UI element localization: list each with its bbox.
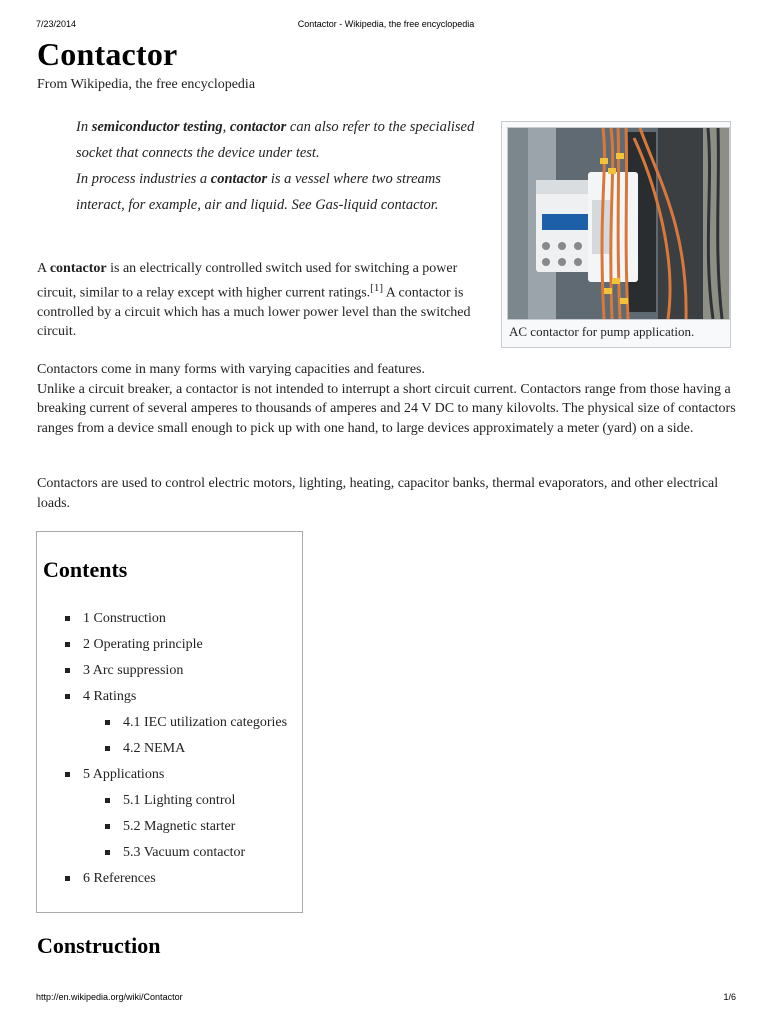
print-footer <box>36 992 736 1004</box>
bullet-icon <box>65 668 70 673</box>
reference-link[interactable]: [1] <box>370 281 383 294</box>
contactor-photo[interactable] <box>507 127 730 320</box>
hatnote-link-semiconductor-testing[interactable]: semiconductor testing <box>91 119 223 135</box>
toc-item-label[interactable]: 1 Construction <box>83 611 166 626</box>
page-subtitle: From Wikipedia, the free encyclopedia <box>37 77 256 92</box>
bullet-icon <box>65 694 70 699</box>
toc-item[interactable] <box>37 843 302 869</box>
thumbnail-caption: AC contactor for pump application. <box>509 324 695 339</box>
toc-item[interactable] <box>37 791 302 817</box>
print-url: http://en.wikipedia.org/wiki/Contactor <box>36 992 183 1002</box>
print-doc-title: Contactor - Wikipedia, the free encyclopedia <box>297 19 475 29</box>
bullet-icon <box>65 616 70 621</box>
bullet-icon <box>65 642 70 647</box>
hatnote-text: can also refer to the specialised socket that connects the device under test. <box>76 119 475 161</box>
bullet-icon <box>105 798 110 803</box>
toc-item[interactable] <box>37 869 302 895</box>
hatnote <box>76 114 476 218</box>
hatnote-text: , <box>222 119 230 135</box>
toc-item[interactable] <box>37 687 302 713</box>
print-date: 7/23/2014 <box>36 19 77 29</box>
toc-title: Contents <box>43 557 128 582</box>
intro-paragraph-1 <box>37 259 477 342</box>
toc-item-label[interactable]: 4 Ratings <box>83 689 137 704</box>
hatnote-text: is a vessel where two streams interact, for example, air and liquid. See Gas-liquid contactor. <box>76 171 441 213</box>
toc-item[interactable] <box>37 609 302 635</box>
intro-paragraph-2 <box>37 360 737 438</box>
hatnote-text: In <box>76 119 92 135</box>
toc-item-label[interactable]: 5 Applications <box>83 767 165 782</box>
bullet-icon <box>105 824 110 829</box>
bullet-icon <box>65 876 70 881</box>
table-of-contents <box>36 531 303 913</box>
paragraph-line: Contactors are used to control electric motors, lighting, heating, capacitor banks, thermal evaporators, and other electrical loads. <box>37 476 719 511</box>
toc-item-label[interactable]: 4.1 IEC utilization categories <box>123 715 288 730</box>
toc-item-label[interactable]: 6 References <box>83 871 156 886</box>
bullet-icon <box>105 850 110 855</box>
paragraph-text: A contactor is controlled by a circuit which has a much lower power level than the switched circuit. <box>37 285 471 340</box>
hatnote-line-semiconductor <box>76 114 476 166</box>
hatnote-bold-contactor: contactor <box>229 119 287 135</box>
bullet-icon <box>105 746 110 751</box>
toc-item-label[interactable]: 5.2 Magnetic starter <box>123 819 236 834</box>
toc-item[interactable] <box>37 713 302 739</box>
hatnote-text: In process industries a <box>76 171 211 187</box>
intro-paragraph-3 <box>37 474 737 513</box>
paragraph-line: Contactors come in many forms with varying capacities and features. <box>37 362 425 377</box>
toc-item[interactable] <box>37 661 302 687</box>
paragraph-line: Unlike a circuit breaker, a contactor is not intended to interrupt a short circuit current. Contactors range from those having a breaking current of several amperes to thousands of amperes and 24 V DC to many kilovolts. The physical size of contactors ranges from a device small enough to pick up with one hand, to large devices approximately a meter (yard) on a side. <box>37 381 736 436</box>
toc-item[interactable] <box>37 817 302 843</box>
contactor-photo-graphic <box>508 128 729 319</box>
toc-item-label[interactable]: 4.2 NEMA <box>123 741 186 756</box>
toc-item-label[interactable]: 2 Operating principle <box>83 637 203 652</box>
toc-item-label[interactable]: 3 Arc suppression <box>83 663 184 678</box>
paragraph-text: is an electrically controlled switch used for switching a power circuit, similar to a relay except with higher current ratings. <box>37 261 458 301</box>
section-heading-construction: Construction <box>37 933 161 958</box>
hatnote-line-process <box>76 166 476 218</box>
toc-list <box>37 609 302 895</box>
toc-item[interactable] <box>37 635 302 661</box>
bold-contactor: contactor <box>49 261 107 276</box>
print-header <box>36 19 736 31</box>
paragraph-text: A <box>37 261 50 276</box>
hatnote-bold-contactor: contactor <box>210 171 268 187</box>
bullet-icon <box>65 772 70 777</box>
page-title: Contactor <box>37 36 178 72</box>
bullet-icon <box>105 720 110 725</box>
thumbnail-figure <box>501 121 731 348</box>
toc-item[interactable] <box>37 765 302 791</box>
toc-item-label[interactable]: 5.1 Lighting control <box>123 793 236 808</box>
toc-item[interactable] <box>37 739 302 765</box>
print-page-number: 1/6 <box>723 992 736 1002</box>
toc-item-label[interactable]: 5.3 Vacuum contactor <box>123 845 246 860</box>
